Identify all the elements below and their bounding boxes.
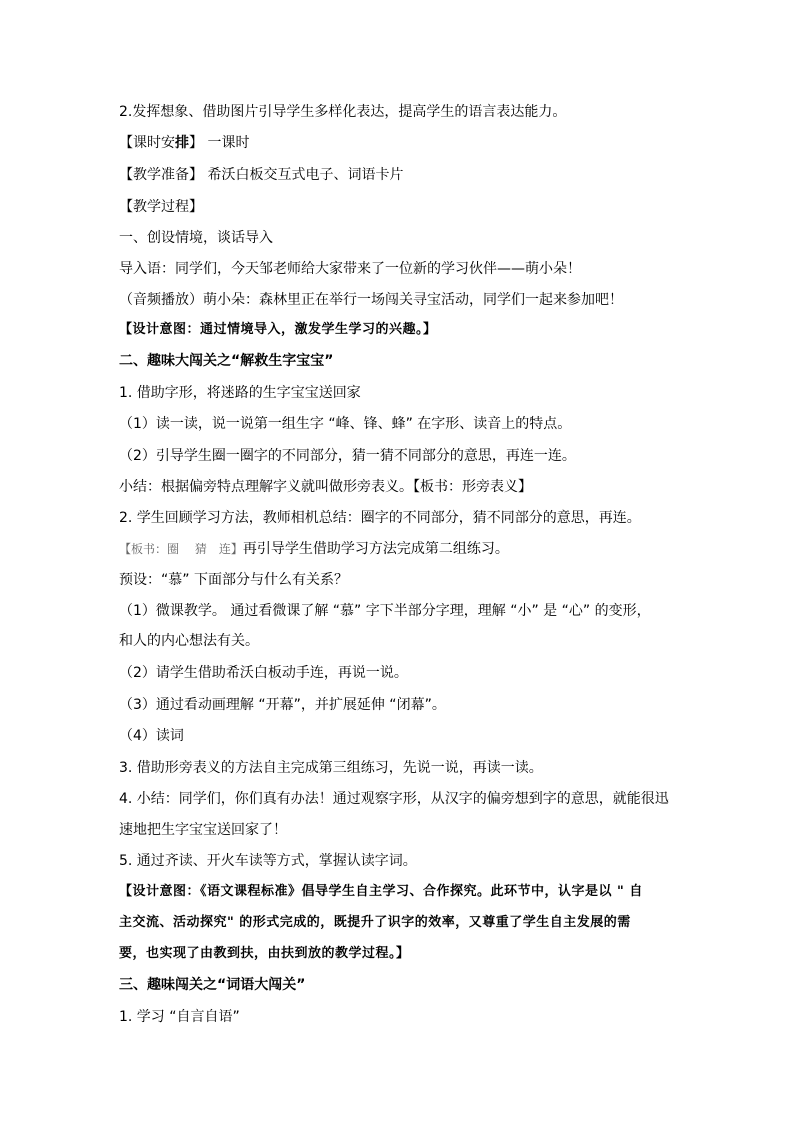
- design-intent-1: 【设计意图：通过情境导入，激发学生学习的兴趣。】: [119, 322, 437, 337]
- step-2-4: （4）读词: [119, 728, 184, 744]
- step-2: 2. 学生回顾学习方法，教师相机总结：圈字的不同部分，猜不同部分的意思，再连。: [119, 510, 641, 526]
- step-1: 1. 借助字形，将迷路的生字宝宝送回家: [119, 385, 361, 401]
- teaching-process-heading: 【教学过程】: [119, 199, 203, 215]
- step-5: 5. 通过齐读、开火车读等方式，掌握认读字词。: [119, 853, 417, 869]
- preset-question: 预设：“慕” 下面部分与什么有关系？: [119, 572, 348, 588]
- step-2-2: （2）请学生借助希沃白板动手连，再说一说。: [119, 665, 408, 681]
- class-hours: [119, 133, 249, 153]
- micro-lesson: （1）微课教学。 通过看微课了解 “慕” 字下半部分字理，理解 “小” 是 “心” 的变形，: [119, 603, 651, 619]
- step-2-3: （3）通过看动画理解 “开幕”，并扩展延伸 “闭幕”。: [119, 697, 446, 713]
- section-2-heading: 二、趣味大闯关之“解救生字宝宝”: [119, 353, 334, 369]
- step-3: 3. 借助形旁表义的方法自主完成第三组练习，先说一说，再读一读。: [119, 760, 543, 776]
- board-note-text: 再引导学生借助学习方法完成第二组练习。: [242, 541, 509, 557]
- audio-play: （音频播放）萌小朵：森林里正在举行一场闯关寻宝活动，同学们一起来参加吧！: [119, 292, 623, 308]
- micro-lesson-cont: 和人的内心想法有关。: [119, 633, 259, 649]
- step-4-cont: 速地把生字宝宝送回家了！: [119, 822, 287, 838]
- objective-2: 2.发挥想象、借助图片引导学生多样化表达，提高学生的语言表达能力。: [119, 104, 567, 120]
- section-3-heading: 三、趣味闯关之“词语大闯关”: [119, 977, 306, 993]
- step-4: 4. 小结：同学们，你们真有办法！通过观察字形，从汉字的偏旁想到字的意思，就能很迅: [119, 791, 669, 807]
- class-hours-label-a: 【课时安: [119, 135, 175, 151]
- teaching-prep: 【教学准备】 希沃白板交互式电子、词语卡片: [119, 167, 404, 183]
- class-hours-label-b: 排: [175, 135, 189, 151]
- intro-speech: 导入语：同学们，今天邹老师给大家带来了一位新的学习伙伴——萌小朵！: [119, 261, 581, 277]
- step-1-1: （1）读一读，说一说第一组生字 “峰、锋、蜂” 在字形、读音上的特点。: [119, 416, 572, 432]
- board-note-label: 【板书：圈 猜 连】: [119, 542, 243, 556]
- design-intent-2-line2: 主交流、活动探究" 的形式完成的，既提升了识字的效率，又尊重了学生自主发展的需: [119, 915, 631, 930]
- design-intent-2-line1: 【设计意图：《语文课程标准》倡导学生自主学习、合作探究。此环节中，认字是以 " 自: [119, 884, 643, 899]
- section-3-step-1: 1. 学习 “自言自语”: [119, 1009, 240, 1025]
- class-hours-label-c: 】 一课时: [189, 135, 250, 151]
- board-note: [119, 539, 509, 559]
- design-intent-2-line3: 要，也实现了由教到扶，由扶到放的教学过程。】: [119, 946, 410, 961]
- summary-1: 小结：根据偏旁特点理解字义就叫做形旁表义。【板书：形旁表义】: [119, 479, 532, 495]
- section-1-heading: 一、创设情境，谈话导入: [119, 230, 273, 246]
- step-1-2: （2）引导学生圈一圈字的不同部分，猜一猜不同部分的意思，再连一连。: [119, 448, 576, 464]
